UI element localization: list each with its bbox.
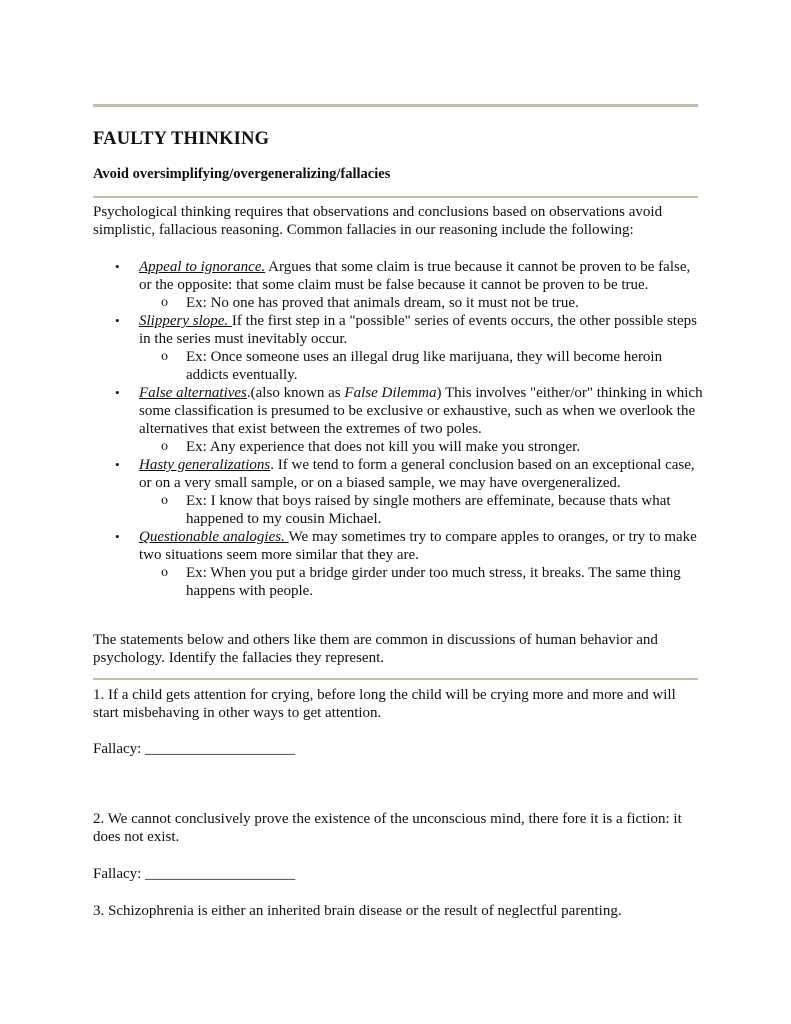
- fallacy-description: We may sometimes try to compare apples to oranges, or try to make two situations seem more similar that they are.: [139, 529, 697, 563]
- example-item: [93, 564, 703, 600]
- instructions-paragraph: The statements below and others like them are common in discussions of human behavior and psychology. Identify the fallacies they represent.: [93, 632, 658, 666]
- example-text: Ex: When you put a bridge girder under too much stress, it breaks. The same thing happens with people.: [186, 565, 681, 599]
- example-item: [93, 438, 703, 456]
- question-2: 2. We cannot conclusively prove the existence of the unconscious mind, there fore it is a fiction: it does not exist.: [93, 811, 682, 845]
- circle-bullet-icon: o: [161, 295, 168, 310]
- fallacy-term: Slippery slope.: [139, 313, 232, 329]
- fallacy-alt-name: False Dilemma: [344, 385, 437, 401]
- page-title: FAULTY THINKING: [93, 129, 270, 149]
- question-1: 1. If a child gets attention for crying, before long the child will be crying more and more and will start misbehaving in other ways to get attention.: [93, 687, 676, 721]
- question-3: 3. Schizophrenia is either an inherited brain disease or the result of neglectful parenting.: [93, 903, 622, 919]
- circle-bullet-icon: o: [161, 493, 168, 508]
- example-text: Ex: Once someone uses an illegal drug like marijuana, they will become heroin addicts eventually.: [186, 349, 663, 383]
- bullet-icon: •: [115, 457, 120, 472]
- bullet-icon: •: [115, 313, 120, 328]
- example-text: Ex: Any experience that does not kill you will make you stronger.: [186, 439, 581, 455]
- fallacy-term: Hasty generalizations: [139, 457, 271, 473]
- example-item: [93, 492, 703, 528]
- list-item: [93, 312, 703, 348]
- questions-divider: [93, 678, 698, 680]
- bullet-icon: •: [115, 385, 120, 400]
- fallacy-term: Appeal to ignorance.: [139, 259, 266, 275]
- section-subtitle: Avoid oversimplifying/overgeneralizing/fallacies: [93, 166, 391, 182]
- list-item: [93, 456, 703, 492]
- list-item: [93, 384, 703, 438]
- circle-bullet-icon: o: [161, 439, 168, 454]
- fallacy-term: Questionable analogies.: [139, 529, 289, 545]
- fallacy-description-prefix: .(also known as: [246, 385, 345, 401]
- list-item: [93, 528, 703, 564]
- circle-bullet-icon: o: [161, 349, 168, 364]
- circle-bullet-icon: o: [161, 565, 168, 580]
- fallacy-list: [93, 258, 703, 600]
- fallacy-description: ) This involves "either/or" thinking in which some classification is presumed to be exclusive or exhaustive, such as when we overlook the alternatives that exist between the extremes of two poles.: [139, 385, 703, 437]
- fallacy-answer-line-2[interactable]: Fallacy: ____________________: [93, 866, 296, 882]
- top-divider: [93, 104, 698, 107]
- example-item: [93, 348, 703, 384]
- example-text: Ex: I know that boys raised by single mothers are effeminate, because thats what happened to my cousin Michael.: [186, 493, 671, 527]
- fallacy-description: If the first step in a "possible" series of events occurs, the other possible steps in the series must inevitably occur.: [139, 313, 697, 347]
- example-item: [93, 294, 703, 312]
- fallacy-description: . If we tend to form a general conclusion based on an exceptional case, or on a very small sample, or on a biased sample, we may have overgeneralized.: [139, 457, 695, 491]
- fallacy-description: Argues that some claim is true because it cannot be proven to be false, or the opposite: that some claim must be false because it cannot be proven to be true.: [139, 259, 691, 293]
- subtitle-divider: [93, 196, 698, 198]
- bullet-icon: •: [115, 529, 120, 544]
- example-text: Ex: No one has proved that animals dream, so it must not be true.: [186, 295, 579, 311]
- bullet-icon: •: [115, 259, 120, 274]
- fallacy-answer-line-1[interactable]: Fallacy: ____________________: [93, 741, 296, 757]
- list-item: [93, 258, 703, 294]
- fallacy-term: False alternatives: [139, 385, 247, 401]
- intro-paragraph: Psychological thinking requires that observations and conclusions based on observations avoid simplistic, fallacious reasoning. Common fallacies in our reasoning include the following:: [93, 204, 663, 238]
